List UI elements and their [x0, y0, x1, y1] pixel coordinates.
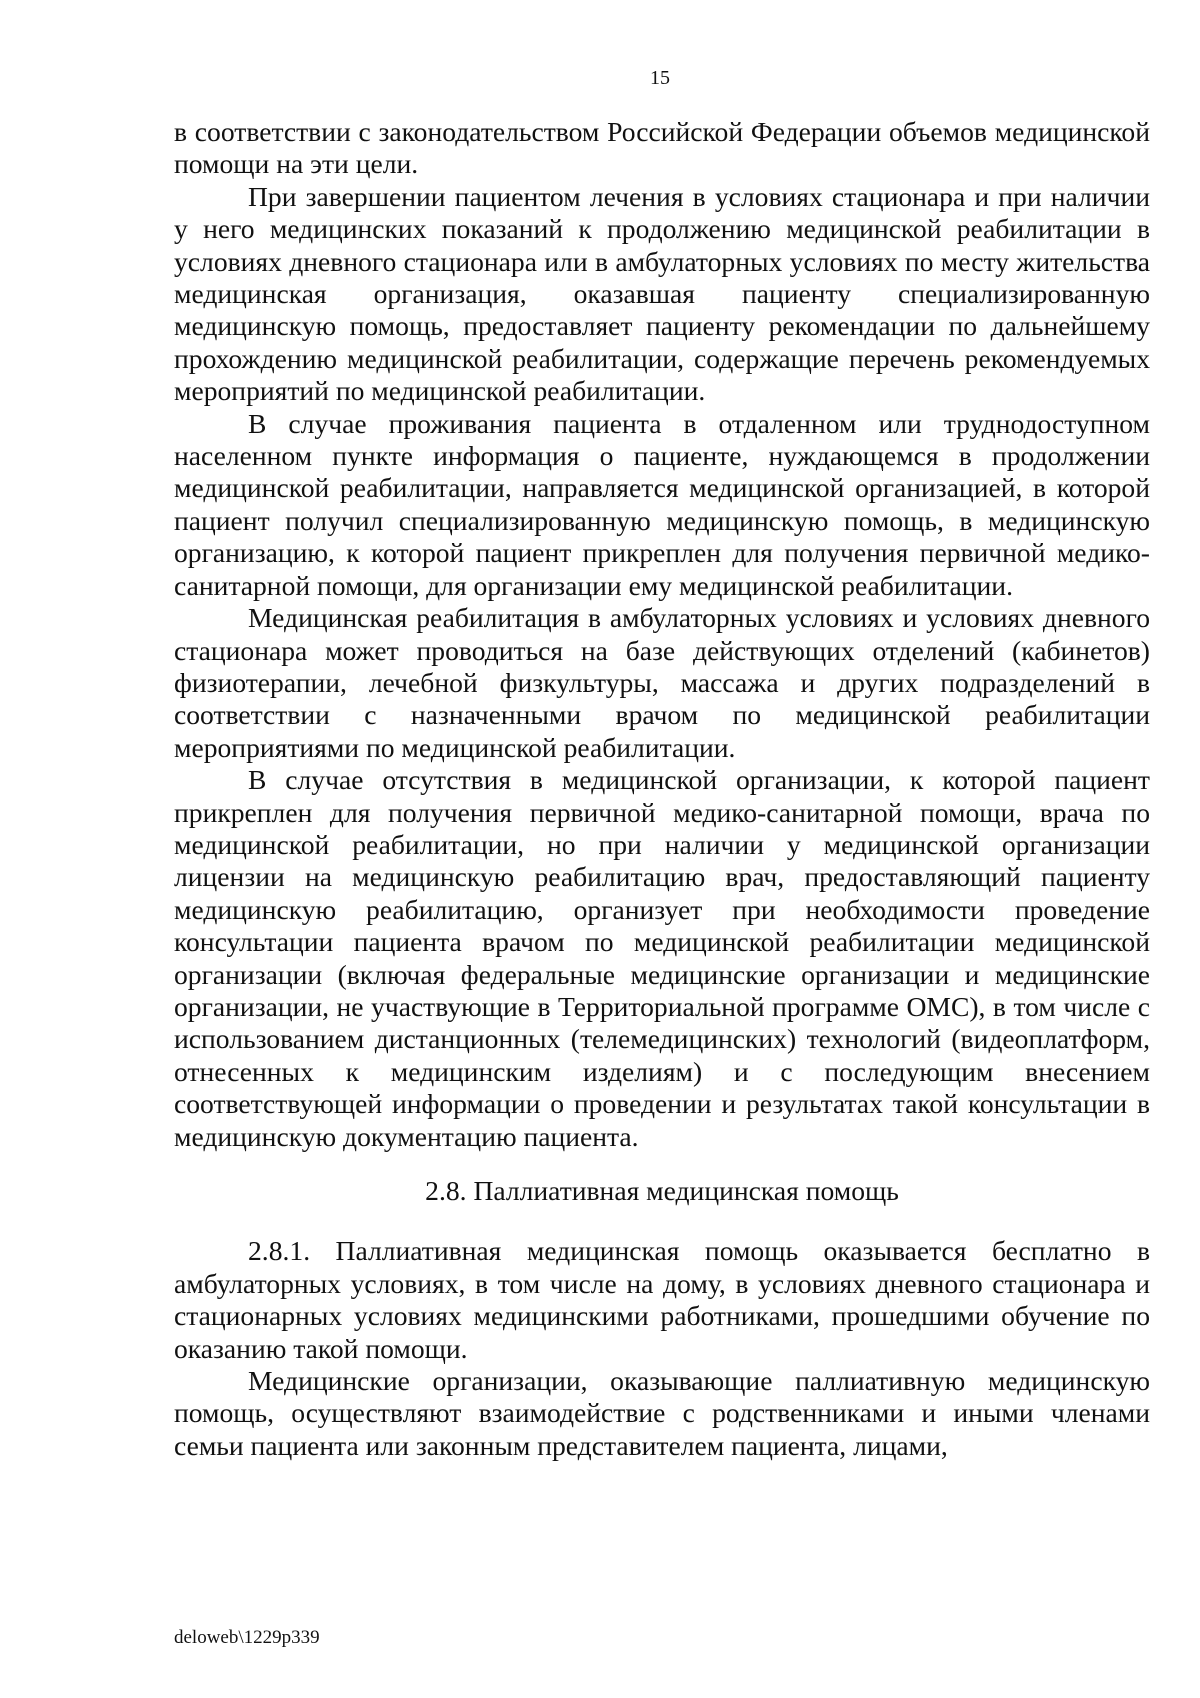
paragraph: В случае отсутствия в медицинской организации, к которой пациент прикреплен для получения первичной медико-санитарной помощи, врача по медицинской реабилитации, но при наличии у медицинской организации лицензии на медицинскую реабилитацию врач, предоставляющий пациенту медицинскую реабилитацию, организует при необходимости проведение консультации пациента врачом по медицинской реабилитации медицинской организации (включая федеральные медицинские организации и медицинские организации, не участвующие в Территориальной программе ОМС), в том числе с использованием дистанционных (телемедицинских) технологий (видеоплатформ, отнесенных к медицинским изделиям) и с последующим внесением соответствующей информации о проведении и результатах такой консультации в медицинскую документацию пациента. — [174, 764, 1150, 1152]
paragraph-continuation: в соответствии с законодательством Российской Федерации объемов медицинской помощи на эти цели. — [174, 116, 1150, 180]
paragraph: В случае проживания пациента в отдаленном или труднодоступном населенном пункте информация о пациенте, нуждающемся в продолжении медицинской реабилитации, направляется медицинской организацией, в которой пациент получил специализированную медицинскую помощь, в медицинскую организацию, к которой пациент прикреплен для получения первичной медико-санитарной помощи, для организации ему медицинской реабилитации. — [174, 407, 1150, 601]
paragraph: Медицинская реабилитация в амбулаторных условиях и условиях дневного стационара может проводиться на базе действующих отделений (кабинетов) физиотерапии, лечебной физкультуры, массажа и других подразделений в соответствии с назначенными врачом по медицинской реабилитации мероприятиями по медицинской реабилитации. — [174, 602, 1150, 763]
page-number: 15 — [650, 67, 670, 89]
section-heading: 2.8. Паллиативная медицинская помощь — [425, 1175, 899, 1206]
paragraph: 2.8.1. Паллиативная медицинская помощь оказывается бесплатно в амбулаторных условиях, в том числе на дому, в условиях дневного стационара и стационарных условиях медицинскими работниками, прошедшими обучение по оказанию такой помощи. — [174, 1235, 1150, 1364]
paragraph: При завершении пациентом лечения в условиях стационара и при наличии у него медицинских показаний к продолжению медицинской реабилитации в условиях дневного стационара или в амбулаторных условиях по месту жительства медицинская организация, оказавшая пациенту специализированную медицинскую помощь, предоставляет пациенту рекомендации по дальнейшему прохождению медицинской реабилитации, содержащие перечень рекомендуемых мероприятий по медицинской реабилитации. — [174, 180, 1150, 407]
document-body — [174, 116, 1150, 1462]
footer-reference: deloweb\1229p339 — [174, 1627, 320, 1648]
paragraph: Медицинские организации, оказывающие паллиативную медицинскую помощь, осуществляют взаимодействие с родственниками и иными членами семьи пациента или законным представителем пациента, лицами, — [174, 1365, 1150, 1461]
